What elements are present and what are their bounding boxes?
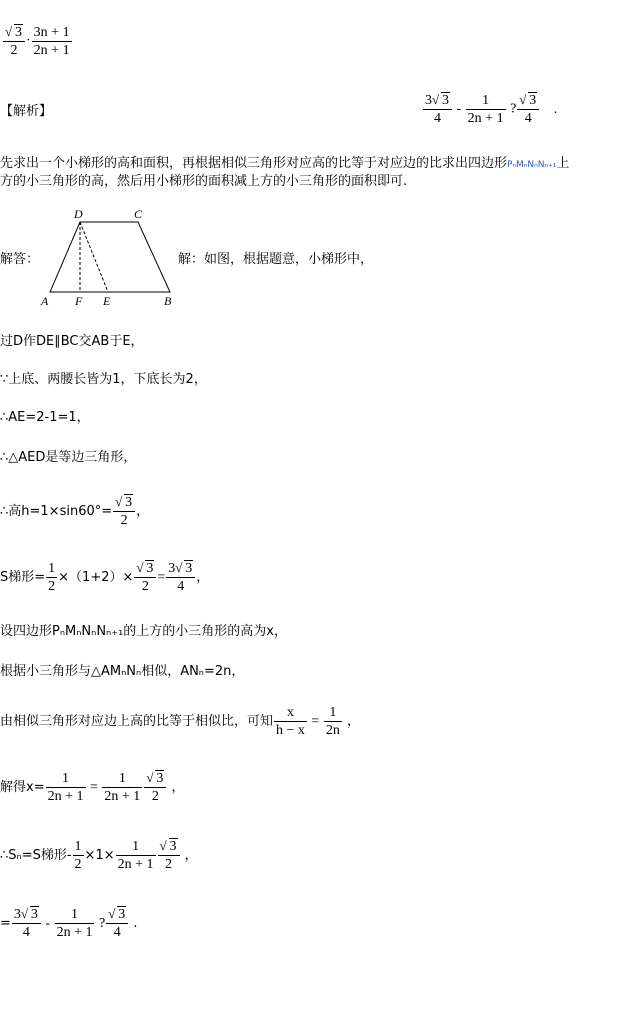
- answer-label: 解答：: [0, 252, 40, 267]
- trapezoid-figure: [38, 204, 178, 312]
- label-A: A: [41, 294, 49, 308]
- quad-label: PₙMₙNₙNₙ₊₁: [507, 160, 557, 170]
- step-10: 解得x= $\frac{1}{2n + 1}$ = $\frac{1}{2n + 1}$ √ $\frac{3}{2}$ ，: [0, 770, 184, 805]
- top-formula: √ $\frac{3}{2}$ · $\frac{3n + 1}{2n + 1}$: [2, 24, 73, 59]
- step-12: = $\frac{3√ 3}{4}$ - $\frac{1}{2n + 1}$ ? √ $\frac{3}{4}$ .: [0, 906, 137, 941]
- step-3: ∴AE=2-1=1，: [0, 410, 90, 425]
- step-2: ∵上底、两腰长皆为1，下底长为2，: [0, 372, 207, 387]
- step-1: 过D作DE∥BC交AB于E，: [0, 334, 144, 349]
- step-8: 根据小三角形与△AMₙNₙ相似，ANₙ=2n，: [0, 664, 245, 679]
- step-5: ∴高h=1×sin60°= √ $\frac{3}{2}$ ，: [0, 494, 149, 529]
- hint-line-2: 方的小三角形的高，然后用小梯形的面积减上方的小三角形的面积即可.: [0, 174, 408, 189]
- answer-text: 解：如图，根据题意，小梯形中，: [178, 252, 374, 267]
- step-11: ∴Sₙ=S梯形- $\frac{1}{2}$ ×1× $\frac{1}{2n + 1}$ √ $\frac{3}{2}$ ，: [0, 838, 198, 873]
- step-6: S梯形= $\frac{1}{2}$ ×（1+2）× √ $\frac{3}{2}$ = $\frac{3√ 3}{4}$ ，: [0, 560, 209, 595]
- label-B: B: [164, 294, 172, 308]
- label-C: C: [134, 207, 143, 221]
- hint-line-1: 先求出一个小梯形的高和面积，再根据相似三角形对应高的比等于对应边的比求出四边形PₙMₙNₙNₙ₊₁上: [0, 156, 570, 171]
- label-D: D: [74, 207, 83, 221]
- step-9: 由相似三角形对应边上高的比等于相似比，可知 $\frac{x}{h - x}$ = $\frac{1}{2n}$ ，: [0, 705, 360, 738]
- analysis-label: 【解析】: [0, 104, 53, 119]
- label-F: F: [75, 294, 83, 308]
- step-7: 设四边形PₙMₙNₙNₙ₊₁的上方的小三角形的高为x，: [0, 624, 287, 639]
- label-E: E: [103, 294, 111, 308]
- step-4: ∴△AED是等边三角形，: [0, 450, 137, 465]
- analysis-result: $\frac{3√ 3}{4}$ - $\frac{1}{2n + 1}$ ? √ $\frac{3}{4}$ .: [422, 92, 557, 127]
